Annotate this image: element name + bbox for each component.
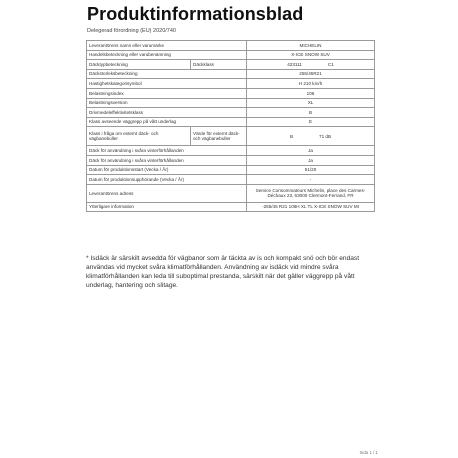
row-label-secondary: Värde för externt däck- och vägbanebuller: [191, 127, 247, 146]
table-row-noise: [87, 127, 375, 146]
row-value: XL: [247, 98, 375, 108]
table-row-supplier: [87, 41, 375, 51]
page-title: Produktinformationsblad: [87, 4, 304, 24]
row-value: -255/45 R21 106H XL TL X-ICE SNOW SUV MI: [247, 202, 375, 212]
row-label: Leverantörens adress: [87, 184, 247, 202]
noise-db-value: 71 dB: [319, 133, 332, 139]
table-row-load-index: [87, 88, 375, 98]
table-row-production-end: [87, 175, 375, 185]
row-value: 51/20: [247, 165, 375, 175]
row-label: Datum för produktionsstart (Vecka / År): [87, 165, 247, 175]
row-value: E: [247, 117, 375, 127]
tyre-class-value: C1: [327, 61, 334, 67]
product-info-table: [86, 40, 375, 212]
row-value: Service Consommateurs Michelin, place des Carmes-Déchaux 23, 63000 Clermont-Ferrand, FR: [247, 184, 375, 202]
row-value: X-ICE SNOW SUV: [247, 50, 375, 60]
table-row-tyre-type: [87, 60, 375, 70]
table-row-wet-grip: [87, 117, 375, 127]
row-value: [247, 60, 375, 70]
row-label: Hastighetskategorisymbol: [87, 79, 247, 89]
row-value: MICHELIN: [247, 41, 375, 51]
row-label: Datum för produktionsupphörande (Vecka / År): [87, 175, 247, 185]
ice-tyre-footnote: * Isdäck är särskilt avsedda för vägbanor som är täckta av is och kompakt snö och bör endast användas vid mycket svåra klimatförhållanden. Användning av isdäck vid mindre svåra klimatförhållanden kan leda till suboptimal prestanda, särskilt när det gäller väggrepp på vått underlag, hantering och slitage.: [86, 255, 360, 290]
table-row-load-version: [87, 98, 375, 108]
row-value: 106: [247, 88, 375, 98]
table-row-size: [87, 69, 375, 79]
row-label: Däcktypbeteckning: [87, 60, 191, 70]
table-row-fuel-efficiency: [87, 108, 375, 118]
row-label: Klass i fråga om externt däck- och vägbanebuller: [87, 127, 191, 146]
page-number: Sida 1 / 1: [359, 450, 378, 455]
row-value: H 210 km/h: [247, 79, 375, 89]
row-label: Däck för användning i svåra vinterförhållanden: [87, 155, 247, 165]
table-row-extra-info: [87, 202, 375, 212]
table-row-model: [87, 50, 375, 60]
row-value: [247, 127, 375, 146]
row-label: Handelsbeteckning eller varubenämning: [87, 50, 247, 60]
table-row-severe-snow: [87, 146, 375, 156]
row-label: Klass avseende väggrepp på vått underlag: [87, 117, 247, 127]
row-value: 255/45R21: [247, 69, 375, 79]
table-row-production-start: [87, 165, 375, 175]
regulation-subtitle: Delegerad förordning (EU) 2020/740: [87, 28, 176, 34]
row-label: Däckstorleksbeteckning: [87, 69, 247, 79]
row-value: -: [247, 175, 375, 185]
row-label: Leverantörens namn eller varumärke: [87, 41, 247, 51]
row-label: Ytterligare information: [87, 202, 247, 212]
table-row-ice: [87, 155, 375, 165]
tyre-type-value: 423111: [287, 61, 302, 67]
table-row-speed: [87, 79, 375, 89]
row-label: Belastningsversion: [87, 98, 247, 108]
row-value: Ja: [247, 146, 375, 156]
row-label: Belastningsindex: [87, 88, 247, 98]
table-row-address: [87, 184, 375, 202]
row-value: B: [247, 108, 375, 118]
row-label: Drivmedeleffektivitetsklass: [87, 108, 247, 118]
noise-class-value: B: [289, 133, 294, 139]
row-label: Däck för användning i svåra vinterförhållanden: [87, 146, 247, 156]
row-label-secondary: Däckklass: [191, 60, 247, 70]
row-value: Ja: [247, 155, 375, 165]
